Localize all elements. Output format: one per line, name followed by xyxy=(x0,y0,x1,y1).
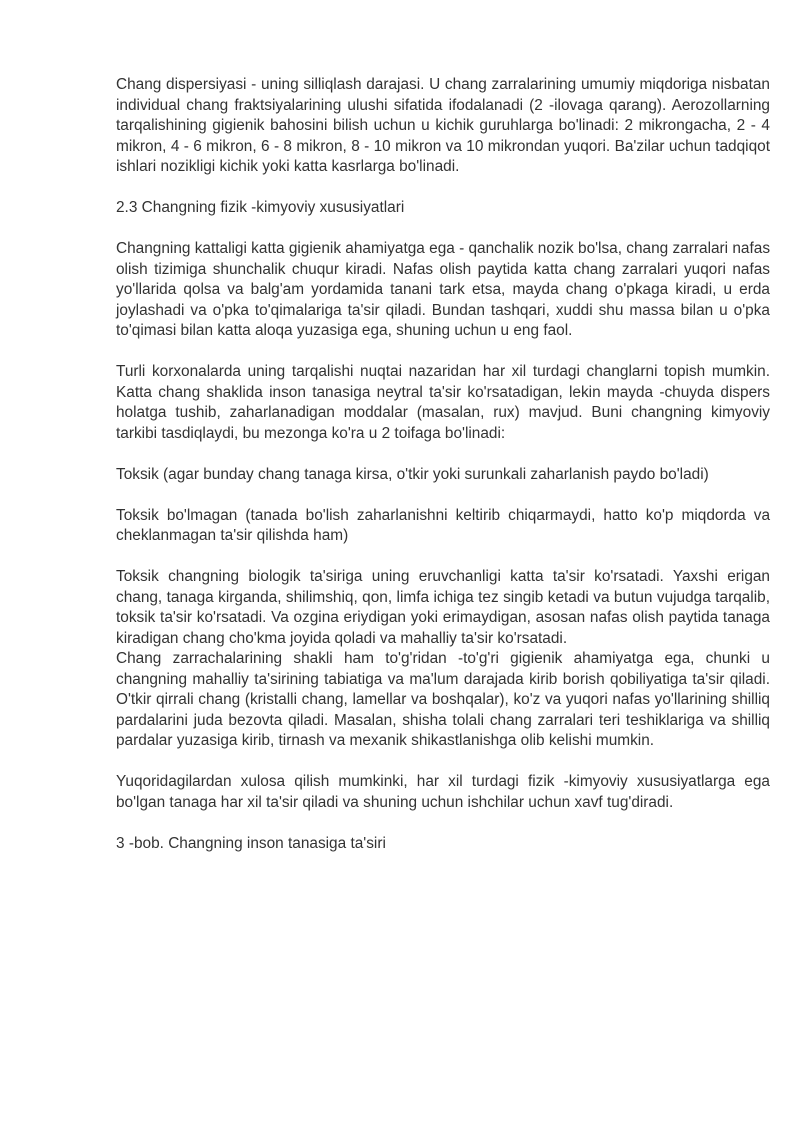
paragraph-toxic: Toksik (agar bunday chang tanaga kirsa, o'tkir yoki surunkali zaharlanish paydo bo'ladi) xyxy=(116,465,709,483)
document-page xyxy=(116,75,770,875)
paragraph-dust-distribution: Turli korxonalarda uning tarqalishi nuqtai nazaridan har xil turdagi changlarni topish mumkin. Katta chang shaklida inson tanasiga neytral ta'sir ko'rsatadigan, lekin mayda -chuyda dispers holatga tushib, zaharlanadigan moddalar (masalan, rux) mavjud. Buni changning kimyoviy tarkibi tasdiqlaydi, bu mezonga ko'ra u 2 toifaga bo'linadi: xyxy=(116,363,770,442)
paragraph-solubility: Toksik changning biologik ta'siriga uning eruvchanligi katta ta'sir ko'rsatadi. Yaxshi erigan chang, tanaga kirganda, shilimshiq, qon, limfa ichiga tez singib ketadi va butun vujudga tarqalib, toksik ta'sir ko'rsatadi. Va ozgina eriydigan yoki erimaydigan, asosan nafas olish paytida tanaga kiradigan chang cho'kma joyida qoladi va mahalliy ta'sir ko'rsatadi. xyxy=(116,568,770,647)
paragraph-dust-size: Changning kattaligi katta gigienik ahamiyatga ega - qanchalik nozik bo'lsa, chang zarralari nafas olish tizimiga shunchalik chuqur kiradi. Nafas olish paytida katta chang zarralari yuqori nafas yo'llarida qolsa va balg'am yordamida tanani tark etsa, mayda chang o'pkaga kiradi, u erda joylashadi va o'pka to'qimalariga ta'sir qiladi. Bundan tashqari, xuddi shu massa bilan u o'pka to'qimasi bilan katta aloqa yuzasiga ega, shuning uchun u eng faol. xyxy=(116,240,771,339)
paragraph-dust-dispersion: Chang dispersiyasi - uning silliqlash darajasi. U chang zarralarining umumiy miqdoriga nisbatan individual chang fraktsiyalarining ulushi sifatida ifodalanadi (2 -ilovaga qarang). Aerozollarning tarqalishining gigienik bahosini bilish uchun u kichik guruhlarga bo'linadi: 2 mikrongacha, 2 - 4 mikron, 4 - 6 mikron, 6 - 8 mikron, 8 - 10 mikron va 10 mikrondan yuqori. Ba'zilar uchun tadqiqot ishlari nozikligi kichik yoki katta kasrlarga bo'linadi. xyxy=(116,76,770,175)
section-heading-2-3: 2.3 Changning fizik -kimyoviy xususiyatlari xyxy=(116,199,405,216)
chapter-heading-3: 3 -bob. Changning inson tanasiga ta'siri xyxy=(116,834,386,852)
paragraph-non-toxic: Toksik bo'lmagan (tanada bo'lish zaharlanishni keltirib chiqarmaydi, hatto ko'p miqdorda va cheklanmagan ta'sir qilishda ham) xyxy=(116,506,770,544)
paragraph-particle-shape: Chang zarrachalarining shakli ham to'g'ridan -to'g'ri gigienik ahamiyatga ega, chunki u changning mahalliy ta'sirining tabiatiga va ma'lum darajada kirib borish qobiliyatiga ta'sir qiladi. O'tkir qirrali chang (kristalli chang, lamellar va boshqalar), ko'z va yuqori nafas yo'llarining shilliq pardalarini juda bezovta qiladi. Masalan, shisha tolali chang zarralari teri teshiklariga va shilliq pardalar yuzasiga kirib, tirnash va mexanik shikastlanishga olib kelishi mumkin. xyxy=(116,650,770,749)
paragraph-conclusion: Yuqoridagilardan xulosa qilish mumkinki, har xil turdagi fizik -kimyoviy xususiyatlarga ega bo'lgan tanaga har xil ta'sir qiladi va shuning uchun ishchilar uchun xavf tug'diradi. xyxy=(116,773,770,811)
